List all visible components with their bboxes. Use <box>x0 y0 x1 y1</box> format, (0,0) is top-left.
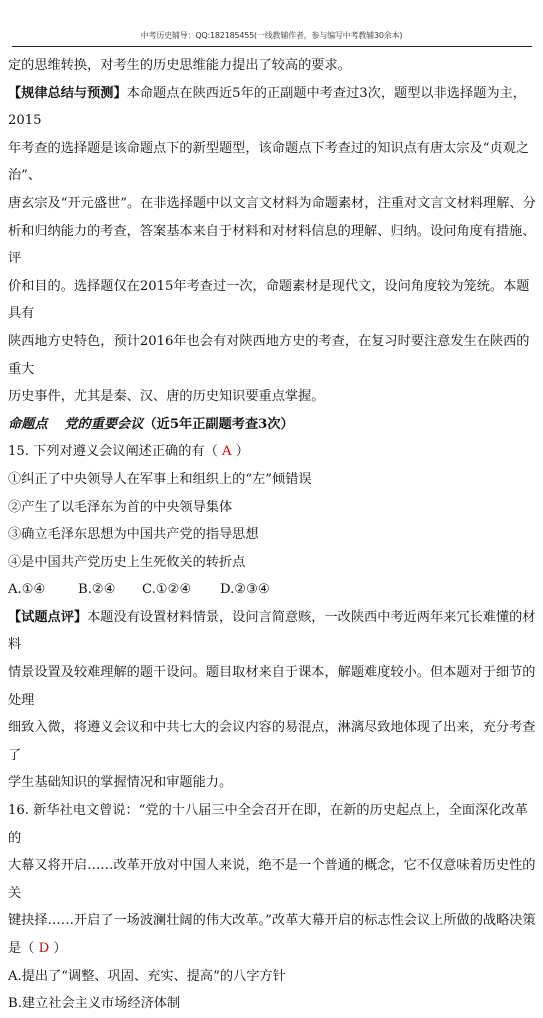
text-line: 析和归纳能力的考查，答案基本来自于材料和对材料信息的理解、归纳。设问角度有措施、评 <box>8 223 536 267</box>
text-span: 本题没有设置材料情景，设问言简意赅，一改陕西中考近两年来冗长难懂的材料 <box>8 609 536 653</box>
option-line: ①纠正了中央领导人在军事上和组织上的“左”倾错误 <box>8 471 312 487</box>
option-line: A.提出了“调整、巩固、充实、提高”的八字方针 <box>8 968 286 984</box>
text-line: 历史事件，尤其是秦、汉、唐的历史知识要重点掌握。 <box>8 389 325 405</box>
choice-a: A.①④ <box>8 582 46 598</box>
answer-mark: A <box>222 444 232 460</box>
question-close: ） <box>53 941 67 956</box>
choice-d: D.②③④ <box>220 582 270 598</box>
text-line: 唐玄宗及“开元盛世”。在非选择题中以文言文材料为命题素材，注重对文言文材料理解、分 <box>8 195 536 211</box>
option-line: ②产生了以毛泽东为首的中央领导集体 <box>8 499 233 515</box>
choice-row <box>8 576 536 604</box>
option-line: B.建立社会主义市场经济体制 <box>8 996 181 1012</box>
text-line <box>8 604 536 659</box>
comment-label: 【试题点评】 <box>8 609 88 625</box>
question-16-line: 大幕又将开启……改革开放对中国人来说，绝不是一个普通的概念，它不仅意味着历史性的关 <box>8 858 536 901</box>
answer-mark: D <box>38 941 50 956</box>
header-rule <box>12 46 532 47</box>
text-line: 价和目的。选择题仅在2015年考查过一次，命题素材是现代文，设问角度较为笼统。本题具有 <box>8 278 530 322</box>
section-heading <box>8 411 536 439</box>
question-16-line <box>8 935 536 963</box>
question-16-line: 16. 新华社电文曾说：“党的十八届三中全会召开在即，在新的历史起点上，全面深化改革的 <box>8 803 528 846</box>
text-line: 学生基础知识的掌握情况和审题能力。 <box>8 775 233 791</box>
question-close: ） <box>235 444 249 460</box>
text-span: 本命题点在陕西近5年的正副题中考查过3次，题型以非选择题为主，2015 <box>8 85 526 129</box>
question-16-line: 键抉择……开启了一场波澜壮阔的伟大改革。”改革大幕开启的标志性会议上所做的战略决策 <box>8 913 536 929</box>
text-line: 定的思维转换，对考生的历史思维能力提出了较高的要求。 <box>8 58 351 73</box>
section-heading-note: （近5年正副题考查3次） <box>143 416 294 432</box>
choice-b: B.②④ <box>78 582 116 598</box>
option-line: ④是中国共产党历史上生死攸关的转折点 <box>8 554 246 570</box>
choice-c: C.①②④ <box>142 582 192 598</box>
text-line: 细致入微，将遵义会议和中共七大的会议内容的易混点，淋漓尽致地体现了出来，充分考查了 <box>8 720 536 763</box>
option-line: ③确立毛泽东思想为中国共产党的指导思想 <box>8 527 259 543</box>
text-line: 年考查的选择题是该命题点下的新型题型，该命题点下考查过的知识点有唐太宗及“贞观之治”、 <box>8 140 530 184</box>
question-text: 是（ <box>8 941 35 956</box>
section-heading-label: 命题点 <box>8 416 48 432</box>
question-15 <box>8 438 536 466</box>
page-header: 中考历史辅导：QQ:182185455(一线教辅作者，参与编写中考教辅30余本) <box>140 31 403 40</box>
text-line: 陕西地方史特色，预计2016年也会有对陕西地方史的考查，在复习时要注意发生在陕西的重大 <box>8 333 530 377</box>
document-body <box>8 52 536 1018</box>
text-line: 情景设置及较难理解的题干设问。题目取材来自于课本，解题难度较小。但本题对于细节的处理 <box>8 665 536 708</box>
question-text: 15. 下列对遵义会议阐述正确的有（ <box>8 444 218 460</box>
text-line <box>8 80 536 135</box>
section-label: 【规律总结与预测】 <box>8 85 127 101</box>
section-heading-title: 党的重要会议 <box>64 416 144 432</box>
